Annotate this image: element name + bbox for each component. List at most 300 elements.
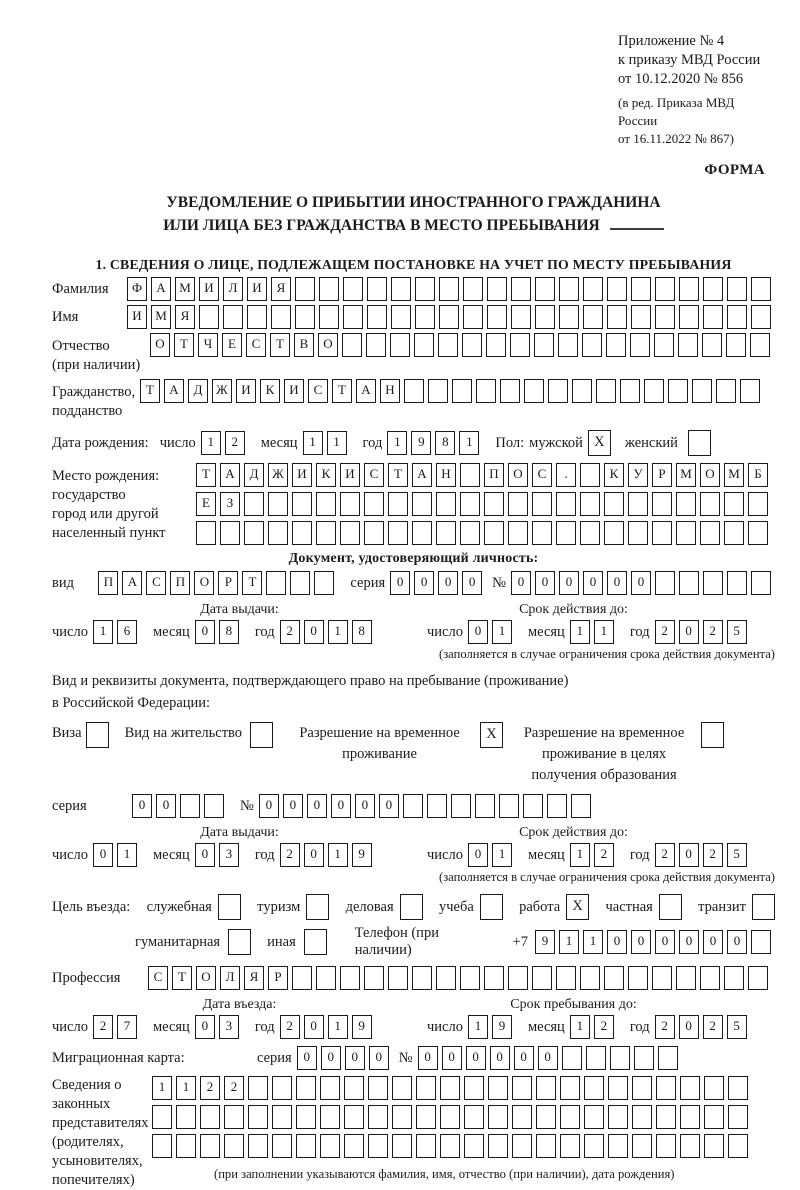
char-box[interactable] [487, 305, 507, 329]
char-box[interactable]: 0 [321, 1046, 341, 1070]
purpose-work-checkbox[interactable]: X [566, 894, 589, 920]
char-box[interactable]: 1 [328, 620, 348, 644]
char-box[interactable]: 0 [679, 843, 699, 867]
char-box[interactable] [658, 1046, 678, 1070]
char-box[interactable] [580, 521, 600, 545]
char-box[interactable] [295, 277, 315, 301]
char-box[interactable] [700, 521, 720, 545]
char-box[interactable] [316, 492, 336, 516]
char-box[interactable]: 0 [259, 794, 279, 818]
char-box[interactable] [556, 966, 576, 990]
char-box[interactable] [580, 463, 600, 487]
char-box[interactable] [680, 1105, 700, 1129]
char-box[interactable]: А [164, 379, 184, 403]
char-box[interactable] [439, 305, 459, 329]
char-box[interactable]: 0 [631, 571, 651, 595]
char-box[interactable]: . [556, 463, 576, 487]
char-box[interactable]: О [150, 333, 170, 357]
char-box[interactable] [416, 1076, 436, 1100]
char-box[interactable] [751, 571, 771, 595]
char-box[interactable]: П [98, 571, 118, 595]
char-box[interactable]: 9 [492, 1015, 512, 1039]
char-box[interactable]: 5 [727, 843, 747, 867]
char-box[interactable] [176, 1134, 196, 1158]
char-box[interactable] [632, 1076, 652, 1100]
char-box[interactable] [248, 1076, 268, 1100]
char-box[interactable] [388, 966, 408, 990]
char-box[interactable] [512, 1134, 532, 1158]
char-box[interactable]: Ж [268, 463, 288, 487]
char-box[interactable]: Н [380, 379, 400, 403]
char-box[interactable] [199, 305, 219, 329]
char-box[interactable] [247, 305, 267, 329]
char-box[interactable]: 1 [468, 1015, 488, 1039]
char-box[interactable]: 0 [345, 1046, 365, 1070]
char-box[interactable] [404, 379, 424, 403]
char-box[interactable] [342, 333, 362, 357]
visa-checkbox[interactable] [86, 722, 109, 748]
char-box[interactable]: 1 [303, 431, 323, 455]
char-box[interactable] [656, 1134, 676, 1158]
char-box[interactable] [388, 521, 408, 545]
char-box[interactable]: 1 [594, 620, 614, 644]
char-box[interactable] [319, 305, 339, 329]
char-box[interactable] [751, 277, 771, 301]
char-box[interactable] [415, 305, 435, 329]
char-box[interactable] [244, 521, 264, 545]
char-box[interactable] [630, 333, 650, 357]
char-box[interactable] [560, 1105, 580, 1129]
char-box[interactable]: Л [220, 966, 240, 990]
char-box[interactable] [656, 1105, 676, 1129]
char-box[interactable] [534, 333, 554, 357]
char-box[interactable]: Ф [127, 277, 147, 301]
char-box[interactable] [290, 571, 310, 595]
char-box[interactable] [728, 1105, 748, 1129]
char-box[interactable]: Л [223, 277, 243, 301]
char-box[interactable]: 0 [297, 1046, 317, 1070]
char-box[interactable] [751, 930, 771, 954]
char-box[interactable]: 2 [224, 1076, 244, 1100]
char-box[interactable] [344, 1105, 364, 1129]
char-box[interactable] [631, 277, 651, 301]
char-box[interactable]: 1 [176, 1076, 196, 1100]
char-box[interactable]: 1 [117, 843, 137, 867]
char-box[interactable]: 0 [390, 571, 410, 595]
char-box[interactable]: И [340, 463, 360, 487]
char-box[interactable]: 1 [93, 620, 113, 644]
char-box[interactable]: 1 [387, 431, 407, 455]
char-box[interactable] [180, 794, 200, 818]
char-box[interactable]: С [364, 463, 384, 487]
char-box[interactable]: С [308, 379, 328, 403]
char-box[interactable] [272, 1105, 292, 1129]
char-box[interactable] [368, 1134, 388, 1158]
char-box[interactable] [152, 1105, 172, 1129]
char-box[interactable] [536, 1076, 556, 1100]
char-box[interactable] [632, 1105, 652, 1129]
char-box[interactable] [608, 1105, 628, 1129]
char-box[interactable]: Т [388, 463, 408, 487]
char-box[interactable] [676, 492, 696, 516]
char-box[interactable] [340, 521, 360, 545]
char-box[interactable] [412, 521, 432, 545]
char-box[interactable] [510, 333, 530, 357]
char-box[interactable] [464, 1076, 484, 1100]
char-box[interactable] [728, 1076, 748, 1100]
char-box[interactable]: К [316, 463, 336, 487]
char-box[interactable]: 0 [703, 930, 723, 954]
char-box[interactable] [476, 379, 496, 403]
char-box[interactable] [484, 492, 504, 516]
char-box[interactable] [559, 305, 579, 329]
char-box[interactable] [266, 571, 286, 595]
char-box[interactable]: О [196, 966, 216, 990]
char-box[interactable] [508, 521, 528, 545]
char-box[interactable] [628, 966, 648, 990]
char-box[interactable] [571, 794, 591, 818]
char-box[interactable] [583, 277, 603, 301]
char-box[interactable] [475, 794, 495, 818]
char-box[interactable]: 0 [679, 620, 699, 644]
char-box[interactable] [486, 333, 506, 357]
char-box[interactable] [391, 277, 411, 301]
char-box[interactable]: 1 [328, 843, 348, 867]
char-box[interactable] [464, 1105, 484, 1129]
char-box[interactable]: 2 [655, 620, 675, 644]
char-box[interactable]: 1 [152, 1076, 172, 1100]
char-box[interactable] [727, 571, 747, 595]
char-box[interactable]: 0 [466, 1046, 486, 1070]
char-box[interactable] [584, 1105, 604, 1129]
char-box[interactable] [368, 1076, 388, 1100]
char-box[interactable]: 0 [369, 1046, 389, 1070]
char-box[interactable]: 0 [414, 571, 434, 595]
char-box[interactable] [412, 492, 432, 516]
char-box[interactable] [704, 1076, 724, 1100]
char-box[interactable] [668, 379, 688, 403]
char-box[interactable]: 0 [195, 843, 215, 867]
char-box[interactable] [556, 492, 576, 516]
char-box[interactable] [316, 521, 336, 545]
char-box[interactable]: 0 [304, 843, 324, 867]
purpose-business-checkbox[interactable] [218, 894, 241, 920]
char-box[interactable]: Е [196, 492, 216, 516]
char-box[interactable] [367, 305, 387, 329]
char-box[interactable]: О [700, 463, 720, 487]
char-box[interactable] [427, 794, 447, 818]
char-box[interactable] [703, 277, 723, 301]
char-box[interactable]: А [356, 379, 376, 403]
char-box[interactable] [631, 305, 651, 329]
char-box[interactable] [452, 379, 472, 403]
char-box[interactable] [272, 1076, 292, 1100]
char-box[interactable]: 0 [355, 794, 375, 818]
char-box[interactable] [248, 1134, 268, 1158]
char-box[interactable]: 0 [156, 794, 176, 818]
char-box[interactable] [580, 492, 600, 516]
char-box[interactable]: 0 [462, 571, 482, 595]
char-box[interactable] [366, 333, 386, 357]
char-box[interactable] [440, 1105, 460, 1129]
char-box[interactable] [535, 305, 555, 329]
char-box[interactable] [634, 1046, 654, 1070]
char-box[interactable] [676, 966, 696, 990]
char-box[interactable] [343, 277, 363, 301]
char-box[interactable] [620, 379, 640, 403]
char-box[interactable] [606, 333, 626, 357]
char-box[interactable] [584, 1134, 604, 1158]
char-box[interactable]: Ж [212, 379, 232, 403]
char-box[interactable] [463, 277, 483, 301]
char-box[interactable]: И [292, 463, 312, 487]
char-box[interactable]: 0 [607, 930, 627, 954]
char-box[interactable] [460, 521, 480, 545]
purpose-transit-checkbox[interactable] [752, 894, 775, 920]
char-box[interactable]: П [170, 571, 190, 595]
char-box[interactable] [586, 1046, 606, 1070]
char-box[interactable]: С [146, 571, 166, 595]
char-box[interactable] [316, 966, 336, 990]
char-box[interactable] [704, 1134, 724, 1158]
char-box[interactable]: И [247, 277, 267, 301]
char-box[interactable] [572, 379, 592, 403]
char-box[interactable] [403, 794, 423, 818]
char-box[interactable]: 0 [283, 794, 303, 818]
char-box[interactable]: 2 [280, 1015, 300, 1039]
char-box[interactable]: 1 [492, 620, 512, 644]
char-box[interactable] [296, 1105, 316, 1129]
char-box[interactable] [580, 966, 600, 990]
char-box[interactable]: 0 [195, 620, 215, 644]
char-box[interactable] [462, 333, 482, 357]
char-box[interactable]: 3 [219, 843, 239, 867]
char-box[interactable]: 0 [538, 1046, 558, 1070]
char-box[interactable] [296, 1134, 316, 1158]
char-box[interactable] [532, 521, 552, 545]
char-box[interactable] [676, 521, 696, 545]
char-box[interactable]: 0 [304, 1015, 324, 1039]
char-box[interactable]: Т [172, 966, 192, 990]
char-box[interactable]: М [724, 463, 744, 487]
char-box[interactable] [740, 379, 760, 403]
char-box[interactable]: 0 [511, 571, 531, 595]
char-box[interactable] [296, 1076, 316, 1100]
residence-permit-checkbox[interactable] [250, 722, 273, 748]
char-box[interactable] [654, 333, 674, 357]
char-box[interactable]: В [294, 333, 314, 357]
char-box[interactable] [532, 492, 552, 516]
char-box[interactable]: 0 [631, 930, 651, 954]
char-box[interactable]: 1 [328, 1015, 348, 1039]
char-box[interactable] [292, 492, 312, 516]
char-box[interactable] [655, 277, 675, 301]
char-box[interactable] [656, 1076, 676, 1100]
char-box[interactable] [340, 492, 360, 516]
char-box[interactable] [680, 1134, 700, 1158]
char-box[interactable] [460, 463, 480, 487]
char-box[interactable]: 0 [535, 571, 555, 595]
char-box[interactable]: 0 [442, 1046, 462, 1070]
char-box[interactable] [200, 1134, 220, 1158]
char-box[interactable] [727, 277, 747, 301]
char-box[interactable]: 1 [492, 843, 512, 867]
char-box[interactable] [728, 1134, 748, 1158]
char-box[interactable] [655, 305, 675, 329]
char-box[interactable]: Н [436, 463, 456, 487]
char-box[interactable]: З [220, 492, 240, 516]
char-box[interactable]: 2 [703, 1015, 723, 1039]
char-box[interactable]: С [148, 966, 168, 990]
char-box[interactable] [436, 492, 456, 516]
char-box[interactable]: Р [268, 966, 288, 990]
char-box[interactable]: 0 [679, 930, 699, 954]
char-box[interactable]: О [318, 333, 338, 357]
char-box[interactable] [750, 333, 770, 357]
char-box[interactable] [388, 492, 408, 516]
char-box[interactable] [560, 1134, 580, 1158]
char-box[interactable] [556, 521, 576, 545]
char-box[interactable] [724, 966, 744, 990]
char-box[interactable]: А [220, 463, 240, 487]
char-box[interactable]: 2 [280, 843, 300, 867]
char-box[interactable] [295, 305, 315, 329]
char-box[interactable] [340, 966, 360, 990]
char-box[interactable]: 1 [559, 930, 579, 954]
char-box[interactable]: П [484, 463, 504, 487]
char-box[interactable]: 8 [219, 620, 239, 644]
char-box[interactable] [438, 333, 458, 357]
char-box[interactable] [607, 305, 627, 329]
char-box[interactable] [558, 333, 578, 357]
char-box[interactable]: 1 [570, 843, 590, 867]
char-box[interactable]: 6 [117, 620, 137, 644]
char-box[interactable] [644, 379, 664, 403]
char-box[interactable] [700, 966, 720, 990]
char-box[interactable]: Д [188, 379, 208, 403]
char-box[interactable] [248, 1105, 268, 1129]
char-box[interactable] [292, 966, 312, 990]
char-box[interactable]: 1 [570, 1015, 590, 1039]
char-box[interactable]: 0 [438, 571, 458, 595]
char-box[interactable]: 2 [225, 431, 245, 455]
char-box[interactable] [484, 966, 504, 990]
char-box[interactable]: 1 [570, 620, 590, 644]
char-box[interactable]: 9 [535, 930, 555, 954]
char-box[interactable]: 1 [583, 930, 603, 954]
char-box[interactable] [204, 794, 224, 818]
char-box[interactable] [703, 571, 723, 595]
char-box[interactable]: Е [222, 333, 242, 357]
char-box[interactable] [703, 305, 723, 329]
char-box[interactable] [512, 1076, 532, 1100]
char-box[interactable] [319, 277, 339, 301]
char-box[interactable] [582, 333, 602, 357]
char-box[interactable] [436, 966, 456, 990]
char-box[interactable] [608, 1076, 628, 1100]
char-box[interactable]: М [676, 463, 696, 487]
char-box[interactable] [535, 277, 555, 301]
char-box[interactable] [632, 1134, 652, 1158]
char-box[interactable]: И [199, 277, 219, 301]
char-box[interactable]: 2 [594, 1015, 614, 1039]
char-box[interactable] [704, 1105, 724, 1129]
char-box[interactable] [748, 521, 768, 545]
char-box[interactable]: 9 [352, 1015, 372, 1039]
char-box[interactable]: 1 [459, 431, 479, 455]
char-box[interactable]: 7 [117, 1015, 137, 1039]
char-box[interactable] [416, 1105, 436, 1129]
purpose-other-checkbox[interactable] [304, 929, 327, 955]
char-box[interactable]: 0 [418, 1046, 438, 1070]
char-box[interactable] [680, 1076, 700, 1100]
char-box[interactable] [584, 1076, 604, 1100]
char-box[interactable]: Я [271, 277, 291, 301]
char-box[interactable] [196, 521, 216, 545]
char-box[interactable]: 0 [379, 794, 399, 818]
char-box[interactable] [523, 794, 543, 818]
char-box[interactable] [320, 1076, 340, 1100]
char-box[interactable] [724, 521, 744, 545]
char-box[interactable] [390, 333, 410, 357]
char-box[interactable] [548, 379, 568, 403]
char-box[interactable] [511, 277, 531, 301]
char-box[interactable] [536, 1105, 556, 1129]
char-box[interactable] [428, 379, 448, 403]
char-box[interactable] [608, 1134, 628, 1158]
char-box[interactable] [536, 1134, 556, 1158]
char-box[interactable] [391, 305, 411, 329]
char-box[interactable] [748, 492, 768, 516]
char-box[interactable] [560, 1076, 580, 1100]
char-box[interactable] [484, 521, 504, 545]
char-box[interactable] [596, 379, 616, 403]
purpose-humanitarian-checkbox[interactable] [228, 929, 251, 955]
char-box[interactable] [451, 794, 471, 818]
char-box[interactable]: Т [140, 379, 160, 403]
char-box[interactable]: 5 [727, 620, 747, 644]
char-box[interactable] [628, 492, 648, 516]
char-box[interactable]: 5 [727, 1015, 747, 1039]
char-box[interactable]: 0 [727, 930, 747, 954]
char-box[interactable] [439, 277, 459, 301]
char-box[interactable] [751, 305, 771, 329]
char-box[interactable]: О [194, 571, 214, 595]
char-box[interactable] [748, 966, 768, 990]
char-box[interactable]: С [532, 463, 552, 487]
char-box[interactable]: К [604, 463, 624, 487]
char-box[interactable] [436, 521, 456, 545]
char-box[interactable] [320, 1134, 340, 1158]
char-box[interactable] [244, 492, 264, 516]
char-box[interactable]: 0 [679, 1015, 699, 1039]
char-box[interactable]: Т [174, 333, 194, 357]
char-box[interactable] [392, 1076, 412, 1100]
char-box[interactable] [314, 571, 334, 595]
char-box[interactable]: 2 [703, 620, 723, 644]
char-box[interactable] [488, 1105, 508, 1129]
char-box[interactable]: Д [244, 463, 264, 487]
char-box[interactable] [440, 1134, 460, 1158]
char-box[interactable]: Я [244, 966, 264, 990]
char-box[interactable]: Т [332, 379, 352, 403]
purpose-study-checkbox[interactable] [480, 894, 503, 920]
char-box[interactable]: 2 [655, 1015, 675, 1039]
char-box[interactable] [652, 492, 672, 516]
char-box[interactable] [152, 1134, 172, 1158]
char-box[interactable] [460, 966, 480, 990]
char-box[interactable] [655, 571, 675, 595]
